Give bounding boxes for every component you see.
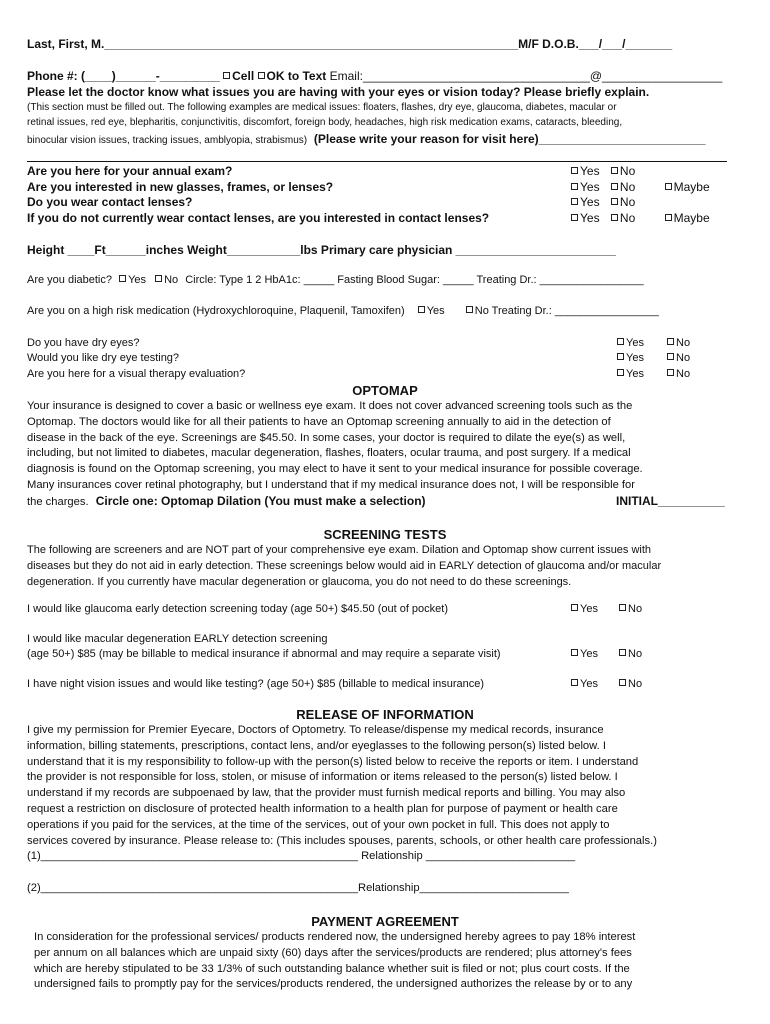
glaucoma-no-checkbox[interactable] xyxy=(619,604,626,611)
maybe-label: Maybe xyxy=(673,211,710,225)
yes-label: Yes xyxy=(626,368,644,380)
glaucoma-screening-options xyxy=(571,603,642,615)
release-line: request a restriction on disclosure of protected health information to a health plan for purpose of payment or health care xyxy=(27,802,618,815)
optomap-charges-text: the charges. xyxy=(27,495,89,508)
release-line: the provider is not responsible for loss, stolen, or misuse of information or items released to the person(s) listed below. I xyxy=(27,771,618,784)
no-label: No xyxy=(676,368,691,380)
annual-exam-no-checkbox[interactable] xyxy=(611,167,618,174)
high-risk-yes-checkbox[interactable] xyxy=(418,306,425,313)
question-contacts-options xyxy=(571,195,635,209)
dry-eye-testing-no-checkbox[interactable] xyxy=(667,353,674,360)
high-risk-no-checkbox[interactable] xyxy=(466,306,473,313)
payment-line: which are hereby stipulated to be 33 1/3% of such outstanding balance whether suit is filed or not; plus court costs. If the xyxy=(34,962,630,975)
no-label: No xyxy=(676,352,691,364)
contacts-yes-checkbox[interactable] xyxy=(571,198,578,205)
optomap-line: Your insurance is designed to cover a basic or wellness eye exam. It does not cover advanced screening tools such as the xyxy=(27,400,633,412)
diabetic-details[interactable]: Circle: Type 1 2 HbA1c: _____ Fasting Blood Sugar: _____ Treating Dr.: _________________ xyxy=(185,274,644,286)
release-line: operations if you paid for the services, at the time of the services, out of your own pocket in full. This does not apply to xyxy=(27,818,610,831)
optomap-line: disease in the back of the eye. Screenings are $45.50. In some cases, your doctor is required to dilate the eye(s) as well, xyxy=(27,431,626,444)
payment-line: In consideration for the professional services/ products rendered now, the undersigned hereby agrees to pay 18% interest xyxy=(34,931,636,943)
visit-reason-note-2: retinal issues, red eye, blepharitis, conjunctivitis, discomfort, foreign body, headaches, high risk medication exams, cataracts, bleeding, xyxy=(27,117,623,128)
email-field[interactable]: Email:__________________________________@__________________ xyxy=(329,69,723,83)
optomap-line: including, but not limited to diabetes, macular degeneration, flashes, floaters, ocular trauma, and post surgery. If a medical xyxy=(27,447,631,460)
visit-reason-blank-line[interactable] xyxy=(27,161,727,162)
night-vision-no-checkbox[interactable] xyxy=(619,679,626,686)
dry-eye-testing-options xyxy=(617,352,690,364)
yes-label: Yes xyxy=(626,337,644,349)
cell-checkbox[interactable] xyxy=(223,72,230,79)
height-weight-physician-line[interactable]: Height ____Ft______inches Weight___________lbs Primary care physician ________________________ xyxy=(27,243,616,257)
no-label: No xyxy=(628,678,643,690)
annual-exam-yes-checkbox[interactable] xyxy=(571,167,578,174)
visit-reason-write-field[interactable]: (Please write your reason for visit here)_________________________ xyxy=(313,132,706,146)
visual-therapy-yes-checkbox[interactable] xyxy=(617,369,624,376)
visit-reason-note-3-text: binocular vision issues, tracking issues, amblyopia, strabismus) xyxy=(27,135,308,146)
screening-intro-line: degeneration. If you currently have macular degeneration or glaucoma, you do not need to do these screenings. xyxy=(27,575,572,588)
contacts-interest-maybe-checkbox[interactable] xyxy=(665,214,672,221)
cell-label: Cell xyxy=(232,69,255,83)
optomap-body xyxy=(27,399,643,511)
release-line: understand if my records are subpoenaed by law, that the provider must furnish medical reports and billing. You may also xyxy=(27,787,626,800)
macular-screening-text-1: I would like macular degeneration EARLY detection screening xyxy=(27,633,328,645)
name-dob-line[interactable]: Last, First, M.______________________________________________________________M/F D.O.B.___/___/_______ xyxy=(27,37,673,51)
question-contacts-interest-options xyxy=(571,211,710,225)
dry-eye-testing-yes-checkbox[interactable] xyxy=(617,353,624,360)
ok-to-text-label: OK to Text xyxy=(266,69,327,83)
yes-label: Yes xyxy=(580,180,600,194)
night-vision-text: I have night vision issues and would like testing? (age 50+) $85 (billable to medical insurance) xyxy=(27,678,485,690)
no-label: No xyxy=(619,180,636,194)
screening-heading: SCREENING TESTS xyxy=(323,527,447,542)
diabetic-yes-checkbox[interactable] xyxy=(119,275,126,282)
optomap-initial-field[interactable]: INITIAL__________ xyxy=(616,494,725,508)
no-label: No xyxy=(619,211,636,225)
release-line: services covered by insurance. Please release to: (This includes spouses, parents, schools, or other health care professionals.) xyxy=(27,834,657,847)
payment-line: undersigned fails to promptly pay for the services/products rendered, the undersigned authorizes the release by or to any xyxy=(34,978,633,991)
contacts-interest-no-checkbox[interactable] xyxy=(611,214,618,221)
optomap-line: Many insurances cover retinal photography, but I understand that if my medical insurance does not, I will be responsible for xyxy=(27,478,635,491)
no-label: No xyxy=(628,648,643,660)
yes-label: Yes xyxy=(426,305,445,317)
glaucoma-yes-checkbox[interactable] xyxy=(571,604,578,611)
release-line: understand that it is my responsibility to follow-up with the person(s) listed below to receive the reports or item. I understand xyxy=(27,755,639,768)
dry-eye-yes-checkbox[interactable] xyxy=(617,338,624,345)
macular-no-checkbox[interactable] xyxy=(619,649,626,656)
high-risk-no-treating-dr[interactable]: No Treating Dr.: _________________ xyxy=(474,305,659,317)
optomap-line: diagnosis is found on the Optomap screening, you may elect to have it sent to your medical insurance for possible coverage. xyxy=(27,463,643,476)
screening-intro-line: The following are screeners and are NOT part of your comprehensive eye exam. Dilation and Optomap show current issues with xyxy=(27,544,652,556)
night-vision-yes-checkbox[interactable] xyxy=(571,679,578,686)
screening-intro xyxy=(27,543,661,590)
payment-body xyxy=(34,930,635,993)
glasses-maybe-checkbox[interactable] xyxy=(665,183,672,190)
optomap-last-line xyxy=(27,494,643,511)
no-label: No xyxy=(628,603,643,615)
macular-screening-text-2: (age 50+) $85 (may be billable to medical insurance if abnormal and may require a separate visit) xyxy=(27,648,501,660)
payment-line: per annum on all balances which are unpaid sixty (60) days after the services/products are rendered; plus attorney's fees xyxy=(34,946,632,959)
diabetic-no-checkbox[interactable] xyxy=(155,275,162,282)
question-glasses: Are you interested in new glasses, frames, or lenses? xyxy=(27,180,334,194)
optomap-heading: OPTOMAP xyxy=(352,383,418,398)
question-annual-exam: Are you here for your annual exam? xyxy=(27,164,233,178)
yes-label: Yes xyxy=(580,678,598,690)
no-label: No xyxy=(676,337,691,349)
dry-eye-options xyxy=(617,337,690,349)
visual-therapy-no-checkbox[interactable] xyxy=(667,369,674,376)
yes-label: Yes xyxy=(580,648,598,660)
no-label: No xyxy=(164,274,179,286)
phone-field[interactable]: Phone #: (____)______-_________ xyxy=(27,69,220,83)
release-line: I give my permission for Premier Eyecare, Doctors of Optometry. To release/dispense my medical records, insurance xyxy=(27,724,604,736)
yes-label: Yes xyxy=(580,603,598,615)
release-person-1[interactable]: (1)___________________________________________________ Relationship ________________________ xyxy=(27,850,576,863)
ok-to-text-checkbox[interactable] xyxy=(258,72,265,79)
yes-label: Yes xyxy=(580,195,600,209)
visit-reason-note-1: (This section must be filled out. The following examples are medical issues: floaters, flashes, dry eye, glaucoma, diabetes, macular or xyxy=(27,102,617,113)
release-line: information, billing statements, prescriptions, contact lens, and/or eyeglasses to the following person(s) listed below. I xyxy=(27,739,606,752)
high-risk-line xyxy=(27,305,659,317)
visit-reason-prompt: Please let the doctor know what issues you are having with your eyes or vision today? Please briefly explain. xyxy=(27,85,650,99)
dry-eye-question: Do you have dry eyes? xyxy=(27,337,140,349)
no-label: No xyxy=(619,164,636,178)
yes-label: Yes xyxy=(128,274,147,286)
payment-heading: PAYMENT AGREEMENT xyxy=(311,914,459,929)
question-annual-exam-options xyxy=(571,164,635,178)
yes-label: Yes xyxy=(580,164,600,178)
question-contacts: Do you wear contact lenses? xyxy=(27,195,193,209)
yes-label: Yes xyxy=(580,211,600,225)
phone-email-line xyxy=(27,69,722,83)
visual-therapy-options xyxy=(617,368,690,380)
diabetic-question: Are you diabetic? xyxy=(27,274,112,286)
optomap-line: Optomap. The doctors would like for all their patients to have an Optomap screening annually to aid in the detection of xyxy=(27,415,611,428)
diabetic-line xyxy=(27,274,644,286)
question-contacts-interest: If you do not currently wear contact lenses, are you interested in contact lenses? xyxy=(27,211,490,225)
no-label: No xyxy=(619,195,636,209)
dry-eye-testing-question: Would you like dry eye testing? xyxy=(27,352,180,364)
visit-reason-note-3 xyxy=(27,132,706,146)
dry-eye-no-checkbox[interactable] xyxy=(667,338,674,345)
macular-yes-checkbox[interactable] xyxy=(571,649,578,656)
question-glasses-options xyxy=(571,180,710,194)
glasses-yes-checkbox[interactable] xyxy=(571,183,578,190)
yes-label: Yes xyxy=(626,352,644,364)
contacts-no-checkbox[interactable] xyxy=(611,198,618,205)
high-risk-question: Are you on a high risk medication (Hydroxychloroquine, Plaquenil, Tamoxifen) xyxy=(27,305,405,317)
maybe-label: Maybe xyxy=(673,180,710,194)
screening-intro-line: diseases but they do not aid in early detection. These screenings below would aid in EARLY detection of glaucoma and/or macular xyxy=(27,559,662,572)
release-body xyxy=(27,723,657,865)
contacts-interest-yes-checkbox[interactable] xyxy=(571,214,578,221)
glasses-no-checkbox[interactable] xyxy=(611,183,618,190)
release-heading: RELEASE OF INFORMATION xyxy=(296,707,474,722)
glaucoma-screening-text: I would like glaucoma early detection screening today (age 50+) $45.50 (out of pocket) xyxy=(27,603,449,615)
night-vision-options xyxy=(571,678,642,690)
visual-therapy-question: Are you here for a visual therapy evaluation? xyxy=(27,368,246,380)
macular-screening-options xyxy=(571,648,642,660)
release-person-2[interactable]: (2)___________________________________________________Relationship________________________ xyxy=(27,882,569,894)
optomap-circle-one[interactable]: Circle one: Optomap Dilation (You must make a selection) xyxy=(95,493,426,508)
